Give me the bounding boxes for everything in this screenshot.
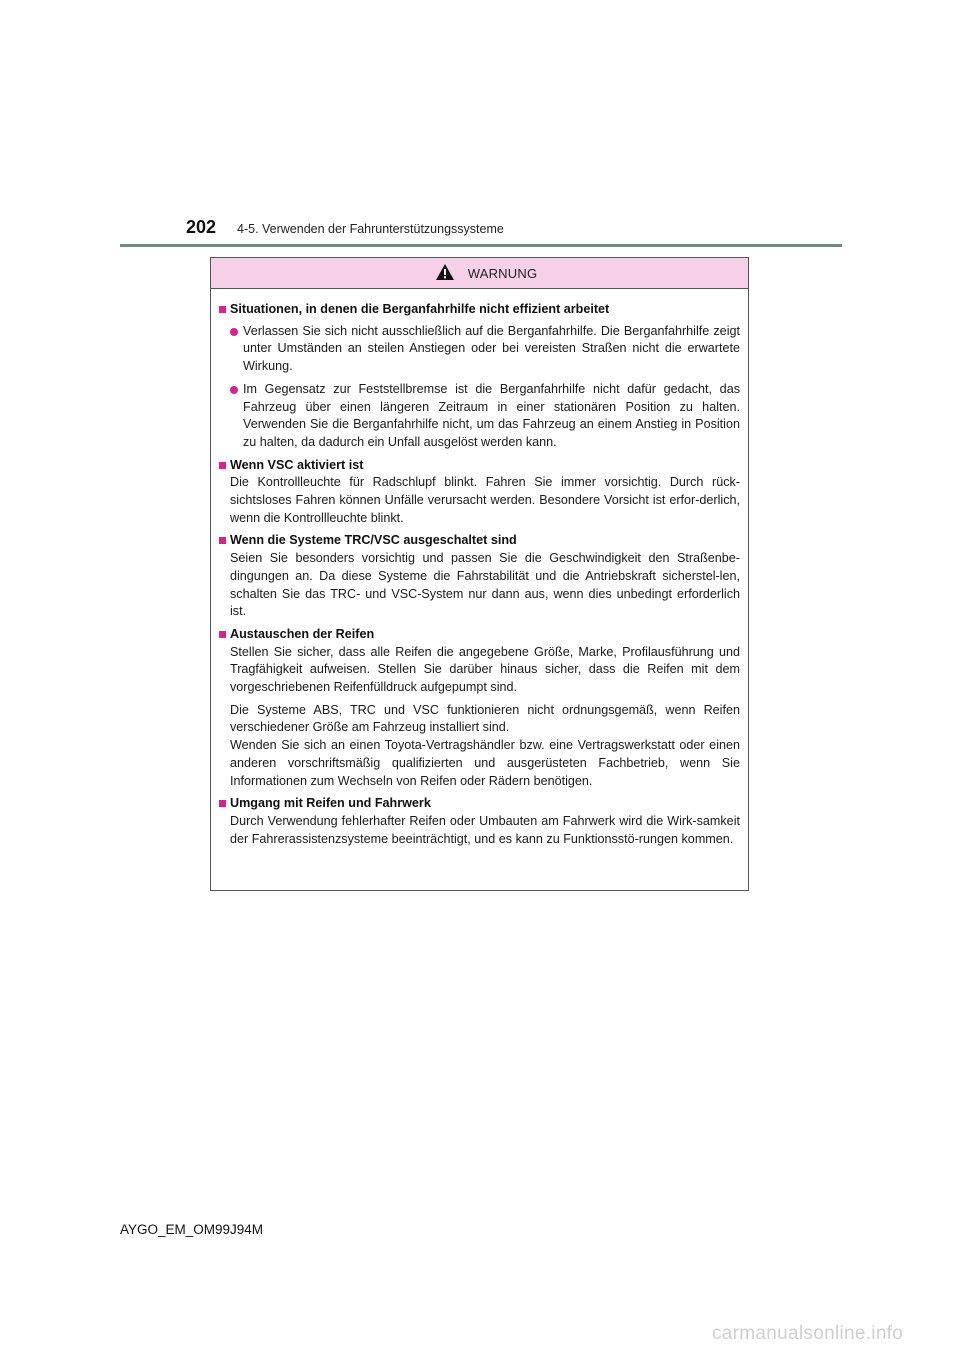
section-heading: Wenn VSC aktiviert ist xyxy=(230,457,364,472)
bullet-item xyxy=(230,323,740,376)
warning-header xyxy=(211,258,748,289)
section-heading-row xyxy=(219,532,740,550)
square-bullet-icon xyxy=(219,537,226,544)
section-heading: Umgang mit Reifen und Fahrwerk xyxy=(230,796,431,811)
warning-section-fahrwerk xyxy=(219,795,740,848)
square-bullet-icon xyxy=(219,306,226,313)
section-paragraph: Die Kontrollleuchte für Radschlupf blinkt. Fahren Sie immer vorsichtig. Durch rück-sichtsloses Fahren können Unfälle verursacht werden. Besondere Vorsicht ist erfor-derlich, wenn die Kontrollleuchte blinkt. xyxy=(230,475,740,525)
section-heading-row xyxy=(219,457,740,475)
section-paragraph: Stellen Sie sicher, dass alle Reifen die angegebene Größe, Marke, Profilausführung und Tragfähigkeit aufweisen. Stellen Sie darüber hinaus sicher, dass die Reifen mit dem vorgeschriebenen Reifenfülldruck aufgepumpt sind. xyxy=(230,644,740,695)
square-bullet-icon xyxy=(219,800,226,807)
bullet-text: Im Gegensatz zur Feststellbremse ist die Berganfahrhilfe nicht dafür gedacht, das Fahrzeug über einen längeren Zeitraum in einer stationären Position zu halten. Verwenden Sie die Berganfahrhilfe nicht, um das Fahrzeug an einem Anstieg in Position zu halten, da dadurch ein Unfall ausgelöst werden kann. xyxy=(243,381,740,449)
square-bullet-icon xyxy=(219,631,226,638)
section-paragraph: Durch Verwendung fehlerhafter Reifen oder Umbauten am Fahrwerk wird die Wirk-samkeit der Fahrerassistenzsysteme beeinträchtigt, und es kann zu Funktionsstö-rungen kommen. xyxy=(230,813,740,846)
watermark: carmanualsonline.info xyxy=(712,1323,904,1344)
section-paragraph: Seien Sie besonders vorsichtig und passen Sie die Geschwindigkeit den Straßenbe-dingungen an. Da diese Systeme die Fahrstabilität und die Antriebskraft sicherstel-len, schalten Sie das TRC- und VSC-System nur dann aus, wenn dies unbedingt erforderlich ist. xyxy=(230,551,740,619)
warning-triangle-icon xyxy=(435,263,455,281)
warning-section-trc-vsc-off xyxy=(219,532,740,621)
bullet-item xyxy=(230,381,740,452)
warning-section-vsc xyxy=(219,457,740,528)
header-divider xyxy=(120,244,842,247)
warning-section-berganfahrhilfe xyxy=(219,301,740,452)
warning-body xyxy=(211,289,748,848)
warning-box xyxy=(210,257,749,891)
round-bullet-icon xyxy=(230,328,238,336)
section-heading: Situationen, in denen die Berganfahrhilfe nicht effizient arbeitet xyxy=(230,302,610,316)
section-title: 4-5. Verwenden der Fahrunterstützungssysteme xyxy=(237,222,504,236)
bullet-text: Verlassen Sie sich nicht ausschließlich auf die Berganfahrhilfe. Die Berganfahrhilfe zeigt unter Umständen an steilen Anstiegen oder bei vereisten Straßen nicht die erwartete Wirkung. xyxy=(243,323,740,374)
document-code: AYGO_EM_OM99J94M xyxy=(120,1222,264,1237)
square-bullet-icon xyxy=(219,462,226,469)
section-heading-row xyxy=(219,795,740,813)
section-paragraph: Die Systeme ABS, TRC und VSC funktionieren nicht ordnungsgemäß, wenn Reifen verschiedener Größe am Fahrzeug installiert sind. xyxy=(230,702,740,735)
section-heading-row xyxy=(219,301,740,319)
warning-section-reifen xyxy=(219,626,740,790)
section-paragraph: Wenden Sie sich an einen Toyota-Vertragshändler bzw. eine Vertragswerkstatt oder einen anderen vorschriftsmäßig qualifizierten und ausgerüsteten Fachbetrieb, wenn Sie Informationen zum Wechseln von Reifen oder Rädern benötigen. xyxy=(230,738,740,788)
warning-title: WARNUNG xyxy=(467,265,538,281)
round-bullet-icon xyxy=(230,386,238,394)
section-heading-row xyxy=(219,626,740,644)
section-heading: Austauschen der Reifen xyxy=(230,626,375,641)
page-number: 202 xyxy=(186,217,217,237)
section-heading: Wenn die Systeme TRC/VSC ausgeschaltet sind xyxy=(230,533,517,548)
